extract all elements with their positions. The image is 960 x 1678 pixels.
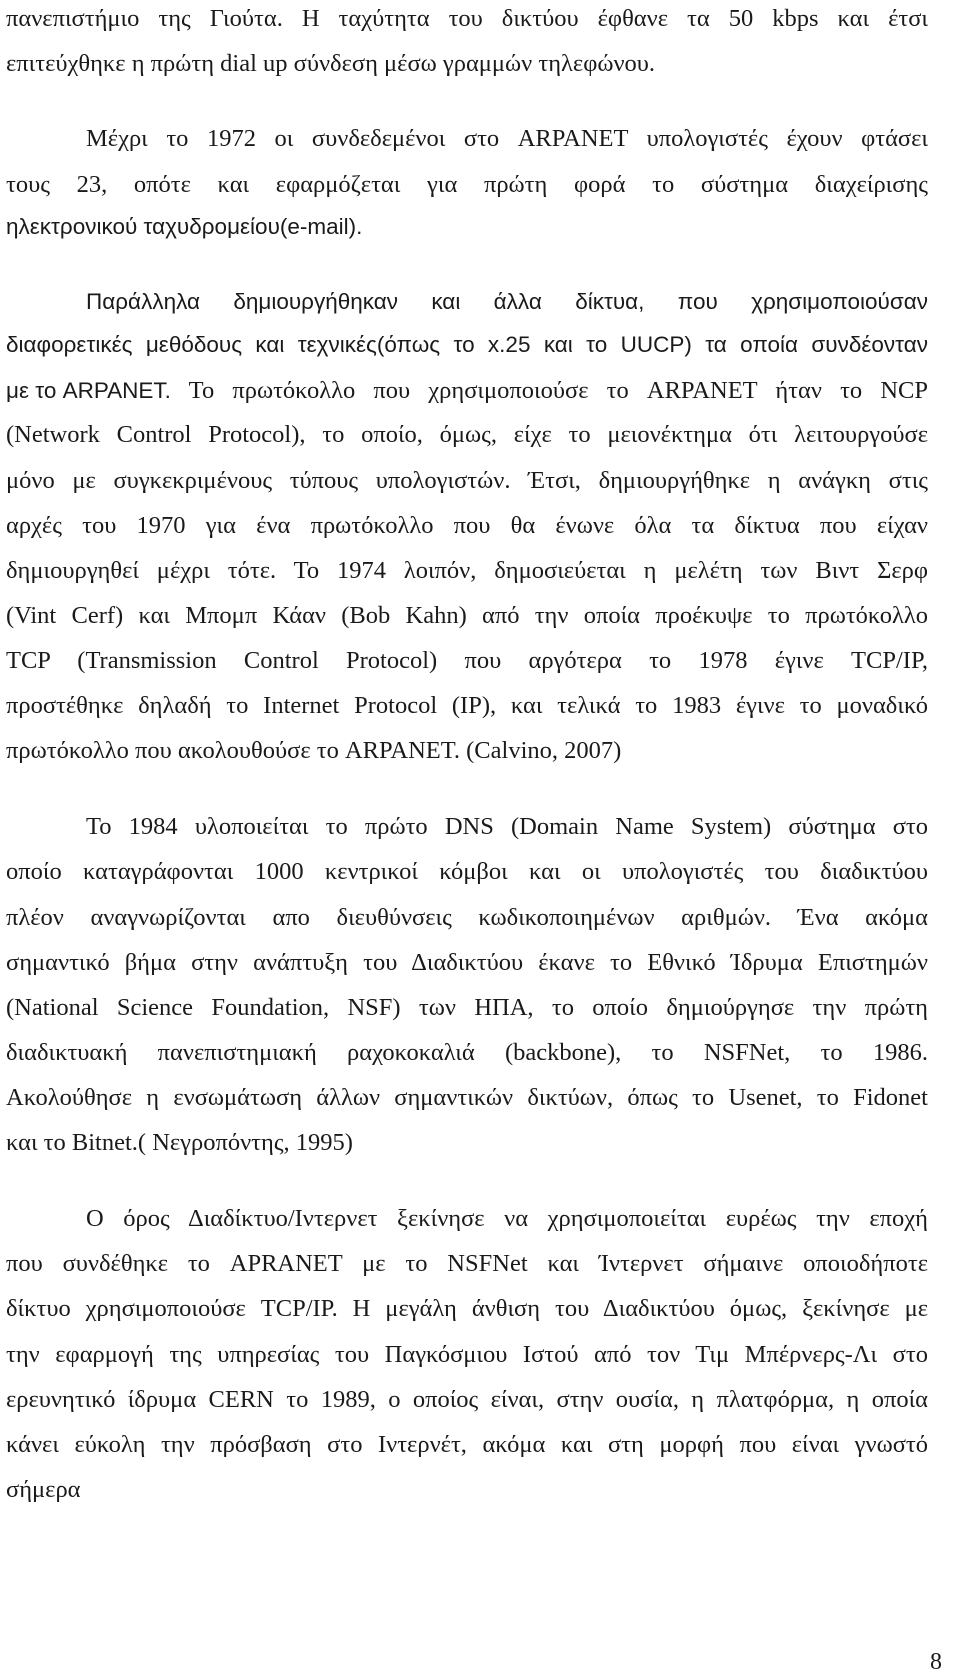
text-line: (Vint Cerf) και Μπομπ Κάαν (Bob Kahn) από την οποία προέκυψε το πρωτόκολλο [6,602,928,629]
text-segment: με το ARPANET. [6,378,171,403]
text-line: μόνο με συγκεκριμένους τύπους υπολογιστών. Έτσι, δημιουργήθηκε η ανάγκη στις [6,467,928,494]
text-line: διαφορετικές μεθόδους και τεχνικές(όπως το x.25 και το UUCP) τα οποία συνδέονταν [6,332,928,357]
page-number: 8 [930,1649,942,1675]
text-line: προστέθηκε δηλαδή το Internet Protocol (IP), και τελικά το 1983 έγινε το μοναδικό [6,692,928,719]
text-line: αρχές του 1970 για ένα πρωτόκολλο που θα ένωνε όλα τα δίκτυα που είχαν [6,512,928,539]
text-line: πανεπιστήμιο της Γιούτα. Η ταχύτητα του δικτύου έφθανε τα 50 kbps και έτσι [6,5,928,32]
text-line: ερευνητικό ίδρυμα CERN το 1989, ο οποίος είναι, στην ουσία, η πλατφόρμα, η οποία [6,1386,928,1413]
text-line: Παράλληλα δημιουργήθηκαν και άλλα δίκτυα, που χρησιμοποιούσαν [86,289,928,314]
text-line: και το Bitnet.( Νεγροπόντης, 1995) [6,1129,353,1156]
text-line: που συνδέθηκε το APRANET με το NSFNet και Ίντερνετ σήμαινε οποιοδήποτε [6,1250,928,1277]
text-line: δίκτυο χρησιμοποιούσε TCP/IP. Η μεγάλη άνθιση του Διαδικτύου όμως, ξεκίνησε με [6,1295,928,1322]
text-line: πλέον αναγνωρίζονται απο διευθύνσεις κωδικοποιημένων αριθμών. Ένα ακόμα [6,904,928,931]
text-line: Μέχρι το 1972 οι συνδεδεμένοι στο ARPANET υπολογιστές έχουν φτάσει [86,125,928,152]
text-segment: Το πρωτόκολλο που χρησιμοποιούσε το ARPANET ήταν το NCP [170,377,928,404]
text-line: (Network Control Protocol), το οποίο, όμως, είχε το μειονέκτημα ότι λειτουργούσε [6,421,928,448]
text-line: Το 1984 υλοποιείται το πρώτο DNS (Domain Name System) σύστημα στο [86,813,928,840]
text-line: TCP (Transmission Control Protocol) που αργότερα το 1978 έγινε TCP/IP, [6,647,928,674]
text-line: διαδικτυακή πανεπιστημιακή ραχοκοκαλιά (backbone), το NSFNet, το 1986. [6,1039,928,1066]
text-line [6,376,928,406]
text-line: Ο όρος Διαδίκτυο/Ιντερνετ ξεκίνησε να χρησιμοποιείται ευρέως την εποχή [86,1205,928,1232]
text-line: σήμερα [6,1476,81,1503]
text-line: σημαντικό βήμα στην ανάπτυξη του Διαδικτύου έκανε το Εθνικό Ίδρυμα Επιστημών [6,949,928,976]
text-line: κάνει εύκολη την πρόσβαση στο Ιντερνέτ, ακόμα και στη μορφή που είναι γνωστό [6,1431,928,1458]
text-line: (National Science Foundation, NSF) των ΗΠΑ, το οποίο δημιούργησε την πρώτη [6,994,928,1021]
text-line: επιτεύχθηκε η πρώτη dial up σύνδεση μέσω γραμμών τηλεφώνου. [6,50,656,77]
text-line: οποίο καταγράφονται 1000 κεντρικοί κόμβοι και οι υπολογιστές του διαδικτύου [6,858,928,885]
text-line: τους 23, οπότε και εφαρμόζεται για πρώτη φορά το σύστημα διαχείρισης [6,171,928,198]
text-line: δημιουργηθεί μέχρι τότε. Το 1974 λοιπόν, δημοσιεύεται η μελέτη των Βιντ Σερφ [6,557,928,584]
text-line: Ακολούθησε η ενσωμάτωση άλλων σημαντικών δικτύων, όπως το Usenet, το Fidonet [6,1084,928,1111]
text-line: πρωτόκολλο που ακολουθούσε το ARPANET. (Calvino, 2007) [6,737,622,764]
text-line: την εφαρμογή της υπηρεσίας του Παγκόσμιου Ιστού από τον Τιμ Μπέρνερς-Λι στο [6,1341,928,1368]
text-line: ηλεκτρονικού ταχυδρομείου(e-mail). [6,214,363,239]
